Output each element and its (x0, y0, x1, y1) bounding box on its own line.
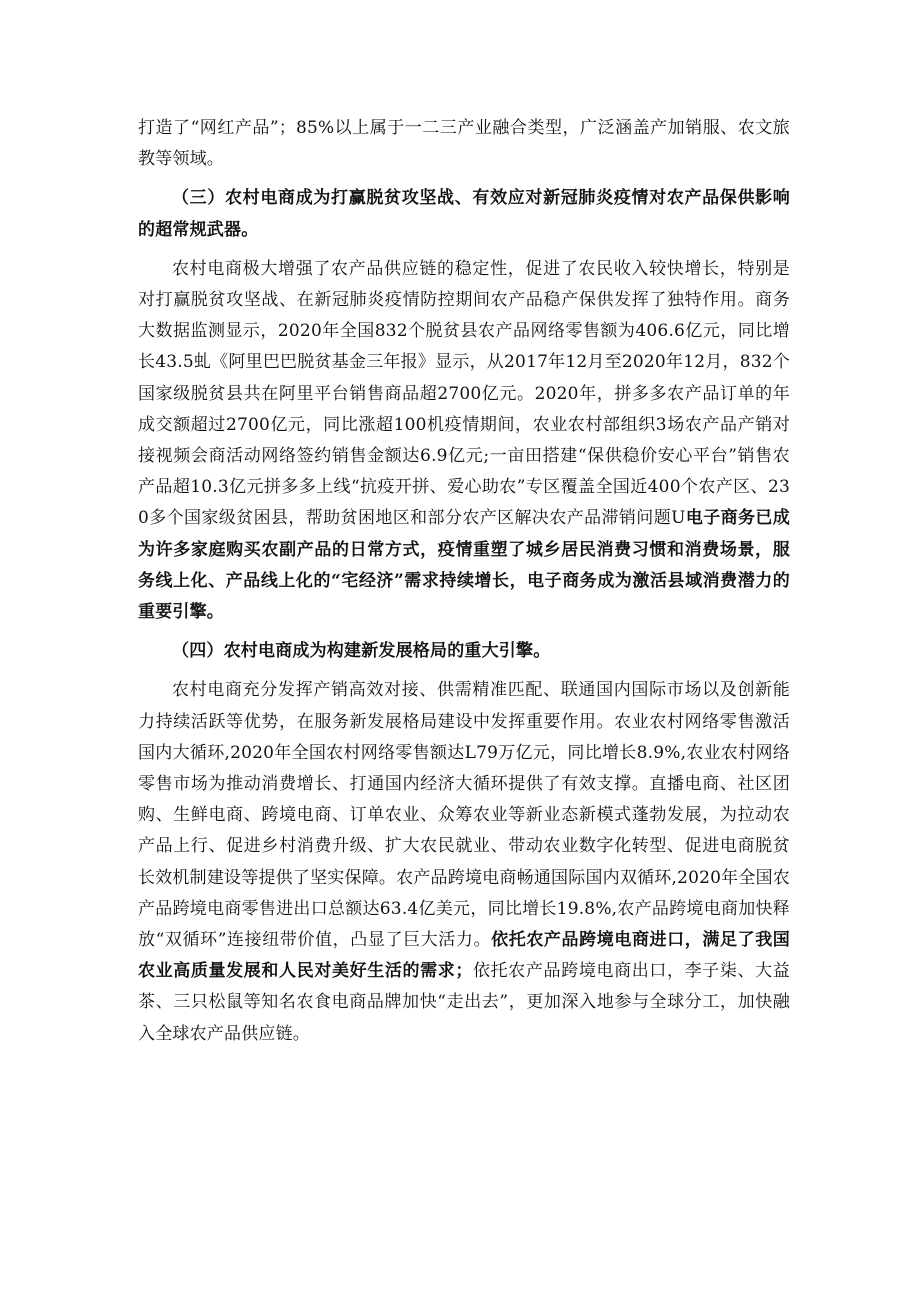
heading-text: （三）农村电商成为打赢脱贫攻坚战、有效应对新冠肺炎疫情对农产品保供影响的超常规武器。 (138, 188, 790, 240)
section-heading-3 (138, 183, 790, 245)
paragraph-text: 农村电商充分发挥产销高效对接、供需精准匹配、联通国内国际市场以及创新能力持续活跃等优势，在服务新发展格局建设中发挥重要作用。农业农村网络零售激活国内大循环,2020年全国农村网络零售额达L79万亿元，同比增长8.9%,农业农村网络零售市场为推动消费增长、打通国内经济大循环提供了有效支撑。直播电商、社区团购、生鲜电商、跨境电商、订单农业、众筹农业等新业态新模式蓬勃发展，为拉动农产品上行、促进乡村消费升级、扩大农民就业、带动农业数字化转型、促进电商脱贫长效机制建设等提供了坚实保障。农产品跨境电商畅通国际国内双循环,2020年全国农产品跨境电商零售进出口总额达63.4亿美元，同比增长19.8%,农产品跨境电商加快释放“双循环”连接纽带价值，凸显了巨大活力。 (138, 680, 790, 951)
paragraph-text: 打造了“网红产品”；85%以上属于一二三产业融合类型，广泛涵盖产加销服、农文旅教等领域。 (138, 118, 790, 170)
paragraph-intro (138, 113, 790, 175)
heading-text: （四）农村电商成为构建新发展格局的重大引擎。 (172, 641, 551, 662)
document-body (138, 113, 790, 1058)
paragraph-text: 农村电商极大增强了农产品供应链的稳定性，促进了农民收入较快增长，特别是对打赢脱贫攻坚战、在新冠肺炎疫情防控期间农产品稳产保供发挥了独特作用。商务大数据监测显示，2020年全国832个脱贫县农产品网络零售额为406.6亿元，同比增长43.5虬《阿里巴巴脱贫基金三年报》显示，从2017年12月至2020年12月，832个国家级脱贫县共在阿里平台销售商品超2700亿元。2020年，拼多多农产品订单的年成交额超过2700亿元，同比涨超100机疫情期间，农业农村部组织3场农产品产销对接视频会商活动网络签约销售金额达6.9亿元;一亩田搭建“保供稳价安心平台”销售农产品超10.3亿元拼多多上线“抗疫开拼、爱心助农”专区覆盖全国近400个农产区、230多个国家级贫困县，帮助贫困地区和部分农产区解决农产品滞销问题U (138, 258, 790, 529)
paragraph-emphasis: 电子商务已成为许多家庭购买农副产品的日常方式，疫情重塑了城乡居民消费习惯和消费场景，服务线上化、产品线上化的“宅经济”需求持续增长，电子商务成为激活县域消费潜力的重要引擎。 (138, 508, 791, 623)
paragraph-emphasis: 依托农产品跨境电商进口，满足了我国农业高质量发展和人民对美好生活的需求； (138, 930, 790, 982)
paragraph-section-4 (138, 675, 790, 1049)
paragraph-text: 依托农产品跨境电商出口，李子柒、大益茶、三只松鼠等知名农食电商品牌加快“走出去”，更加深入地参与全球分工，加快融入全球农产品供应链。 (138, 961, 790, 1044)
section-heading-4 (138, 636, 790, 667)
paragraph-section-3 (138, 254, 790, 628)
